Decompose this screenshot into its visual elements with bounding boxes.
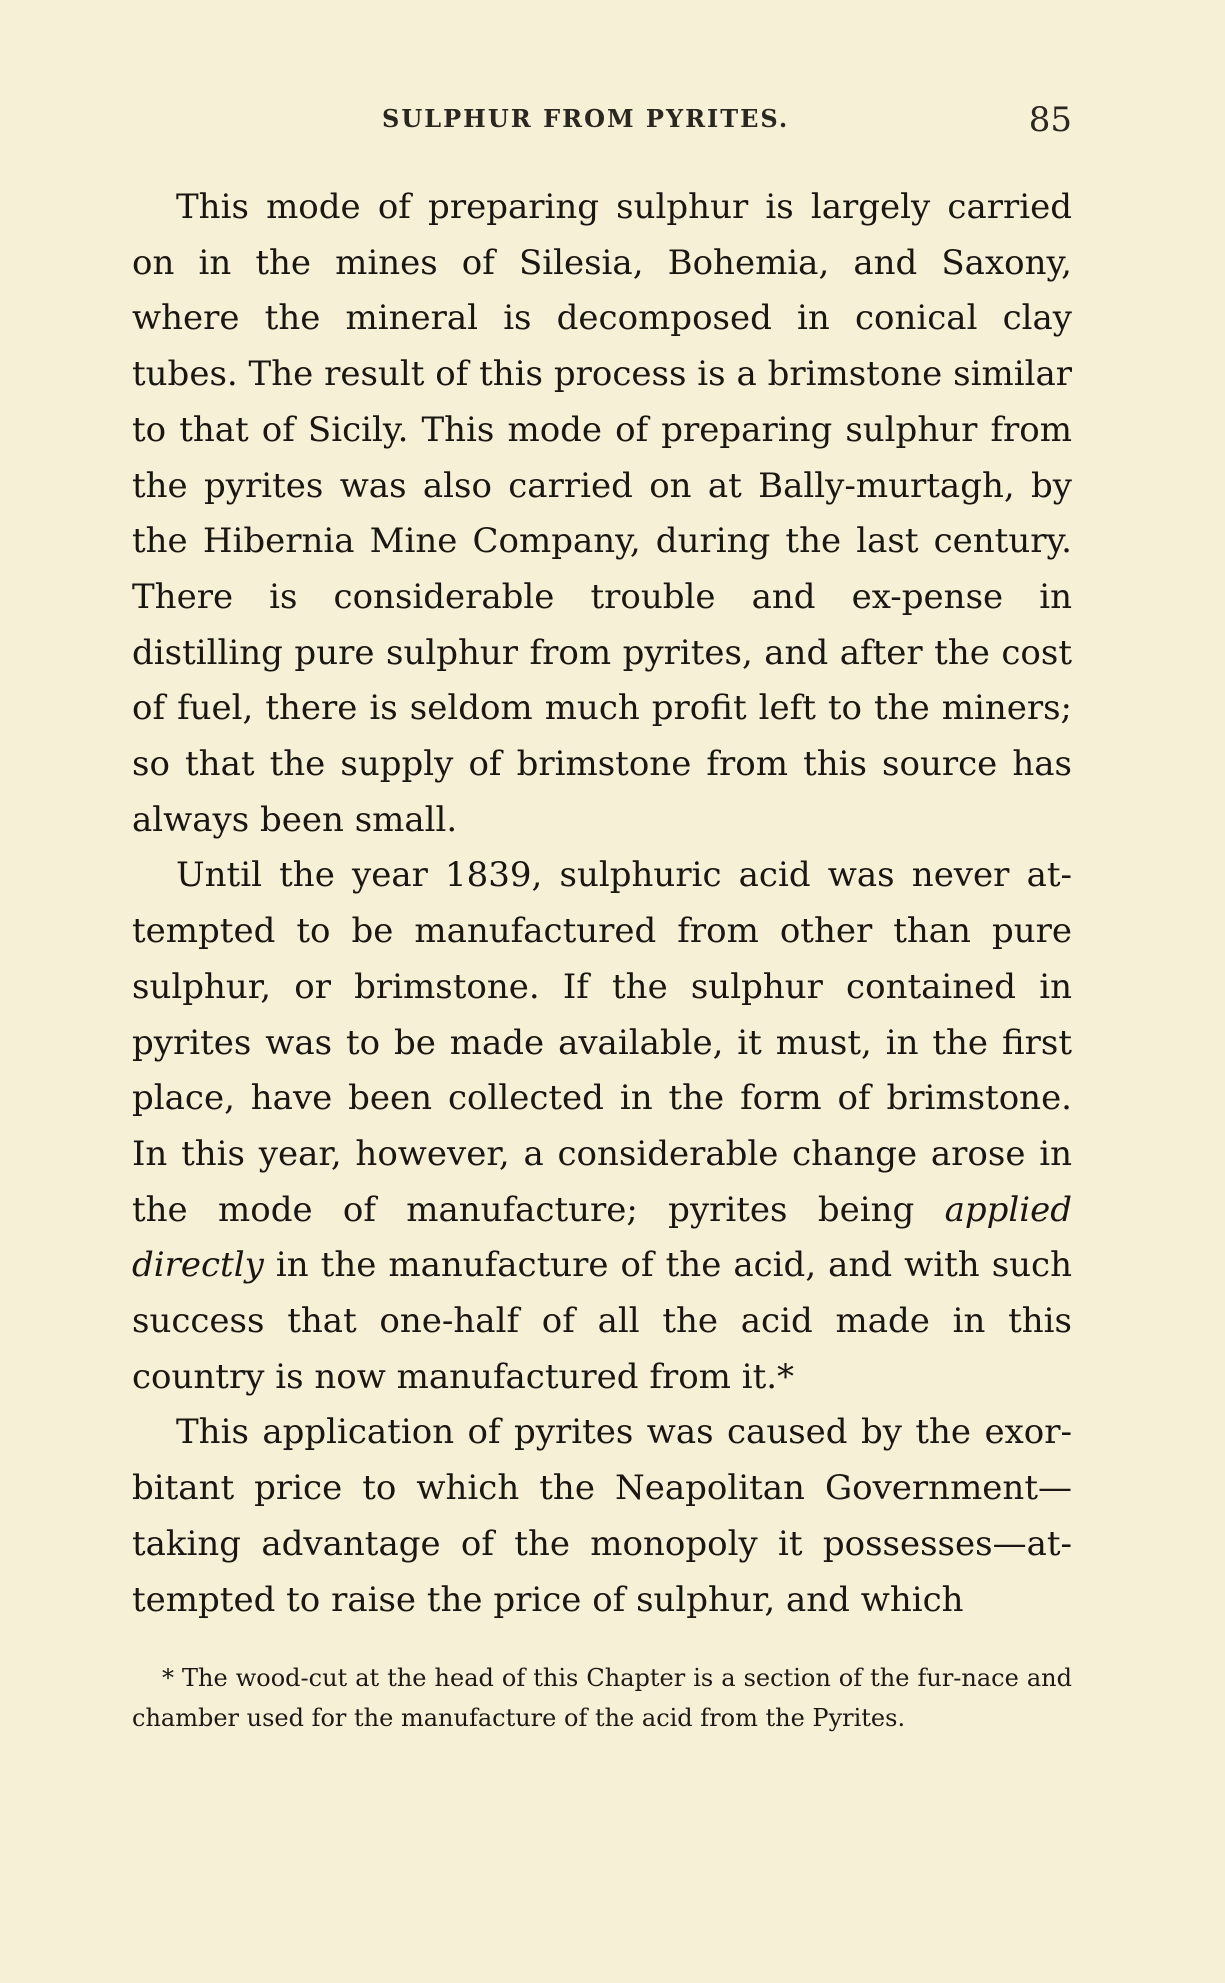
page-number: 85 — [1028, 100, 1072, 140]
paragraph-3: This application of pyrites was caused by the exor-bitant price to which the Neapolitan Government—taking advantage of the monopoly it possesses—at-tempted to raise the price of sulphur, and which — [132, 1412, 1072, 1620]
paragraph-2-emphasis: applied directly — [132, 1189, 1072, 1286]
running-head — [132, 100, 1072, 140]
paragraph-1: This mode of preparing sulphur is largely carried on in the mines of Silesia, Bohemia, and Saxony, where the mineral is decomposed in conical clay tubes. The result of this process is a brimstone similar to that of Sicily. This mode of preparing sulphur from the pyrites was also carried on at Bally-murtagh, by the Hibernia Mine Company, during the last century. There is considerable trouble and ex-pense in distilling pure sulphur from pyrites, and after the cost of fuel, there is seldom much profit left to the miners; so that the supply of brimstone from this source has always been small. — [132, 187, 1072, 840]
running-title: SULPHUR FROM PYRITES. — [382, 104, 790, 133]
body-text — [132, 180, 1072, 1628]
footnote: * The wood-cut at the head of this Chapter is a section of the fur-nace and chamber used for the manufacture of the acid from the Pyrites. — [132, 1664, 1072, 1732]
paragraph-2 — [132, 848, 1072, 1405]
book-page — [132, 0, 1072, 1983]
paragraph-2-text-a: Until the year 1839, sulphuric acid was never at-tempted to be manufactured from other than pure sulphur, or brimstone. If the sulphur contained in pyrites was to be made available, it must, in the first place, have been collected in the form of brimstone. In this year, however, a considerable change arose in the mode of manufacture; pyrites being — [132, 855, 1072, 1230]
paragraph-2-text-b: in the manufacture of the acid, and with such success that one-half of all the acid made in this country is now manufactured from it.* — [132, 1245, 1072, 1397]
